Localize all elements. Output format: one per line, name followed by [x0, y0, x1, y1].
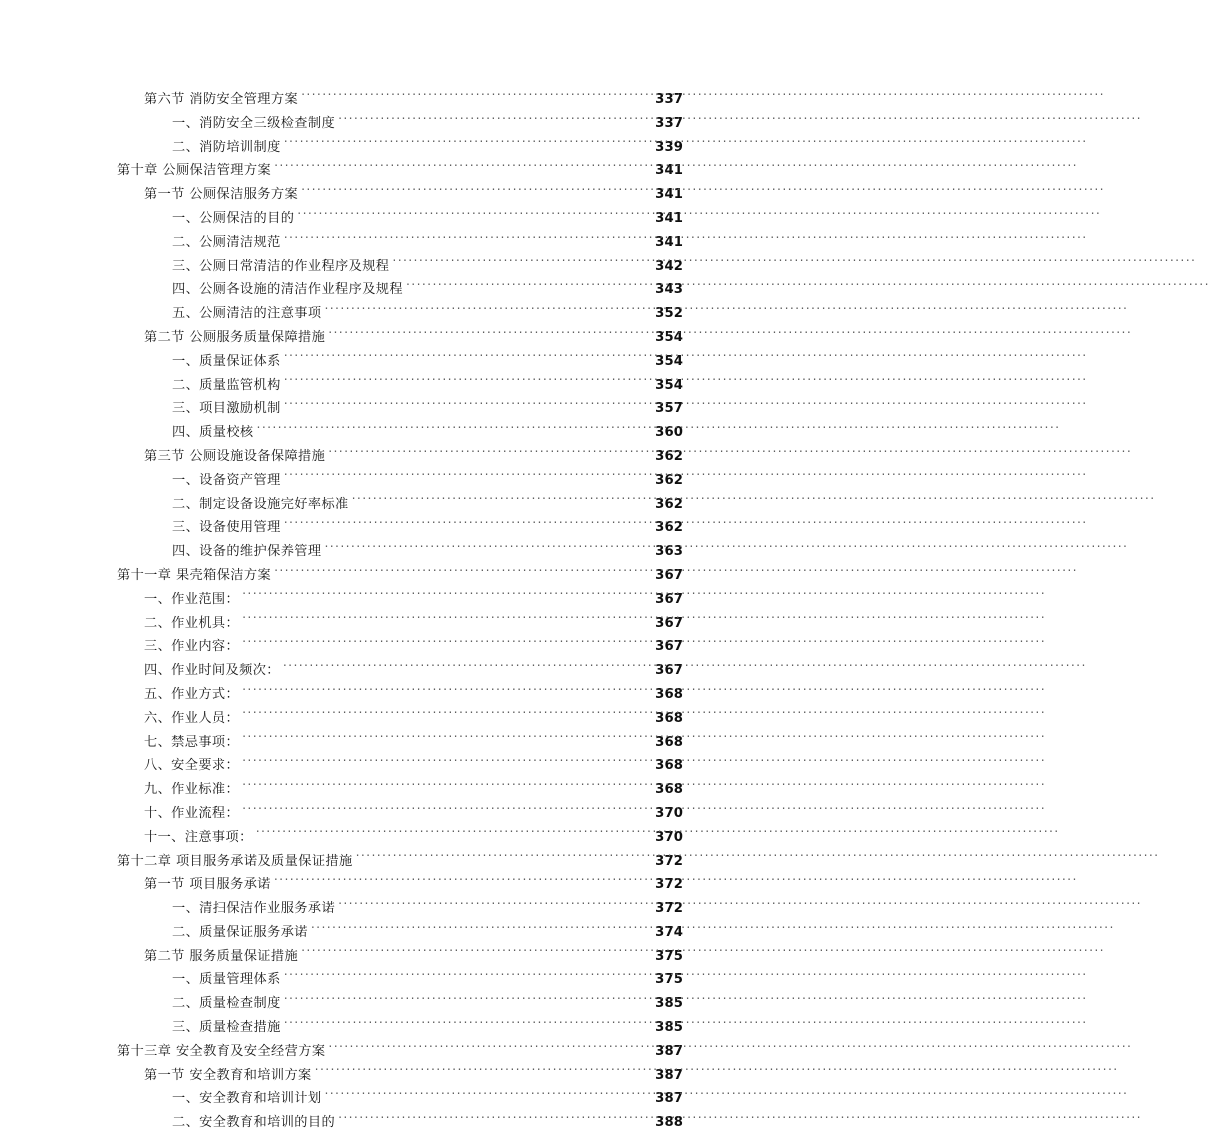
toc-page-number: 372 [655, 853, 683, 869]
toc-dot-leader [338, 114, 654, 127]
toc-page-number: 367 [655, 567, 683, 583]
toc-dot-leader [284, 518, 654, 531]
toc-dot-leader [242, 613, 654, 626]
toc-dot-leader [274, 875, 654, 888]
toc-dot-leader [352, 494, 655, 507]
toc-dot-leader [324, 304, 654, 317]
toc-entry-label: 二、制定设备设施完好率标准 [172, 496, 349, 512]
toc-page-number: 354 [655, 353, 683, 369]
toc-page-number: 367 [655, 663, 683, 679]
toc-dot-leader [242, 637, 654, 650]
toc-page-number: 342 [655, 258, 683, 274]
toc-dot-leader [284, 375, 654, 388]
toc-page-number: 341 [655, 210, 683, 226]
toc-page-number: 337 [655, 115, 683, 131]
toc-page-number: 363 [655, 544, 683, 560]
toc-page-number: 362 [655, 448, 683, 464]
toc-page-number: 341 [655, 187, 683, 203]
toc-entry-label: 三、质量检查措施 [172, 1020, 281, 1036]
toc-entry-label: 五、作业方式： [144, 686, 240, 702]
toc-entry-label: 六、作业人员： [144, 710, 240, 726]
toc-dot-leader [284, 471, 654, 484]
toc-entry-label: 七、禁忌事项： [144, 734, 240, 750]
toc-page-number: 368 [655, 710, 683, 726]
toc-entry-label: 第二节 公厕服务质量保障措施 [144, 329, 326, 345]
toc-page-number: 360 [655, 425, 683, 441]
toc-dot-leader [324, 1089, 654, 1102]
toc-page-number: 370 [655, 805, 683, 821]
toc-dot-leader [242, 780, 654, 793]
toc-dot-leader [297, 209, 654, 222]
toc-dot-leader [242, 709, 654, 722]
toc-page-number: 341 [655, 163, 683, 179]
toc-entry-label: 第十章 公厕保洁管理方案 [117, 163, 272, 179]
toc-page-number: 341 [655, 234, 683, 250]
toc-page-number: 354 [655, 377, 683, 393]
toc-entry-label: 第一节 安全教育和培训方案 [144, 1067, 312, 1083]
toc-entry-label: 一、清扫保洁作业服务承诺 [172, 901, 336, 917]
toc-page-number: 337 [655, 92, 683, 107]
toc-page-number: 385 [655, 996, 683, 1012]
toc-dot-leader [301, 947, 654, 960]
toc-dot-leader [274, 566, 654, 579]
toc-entry-label: 第三节 公厕设施设备保障措施 [144, 448, 326, 464]
toc-entry-label: 九、作业标准： [144, 782, 240, 798]
toc-page-number: 374 [655, 924, 683, 940]
toc-page-number: 372 [655, 901, 683, 917]
toc-entry-label: 第一节 公厕保洁服务方案 [144, 187, 299, 203]
toc-page-number: 368 [655, 734, 683, 750]
toc-dot-leader [242, 685, 654, 698]
toc-dot-leader [311, 923, 654, 936]
toc-page-number: 367 [655, 639, 683, 655]
toc-dot-leader [257, 423, 655, 436]
toc-dot-leader [301, 90, 654, 103]
toc-entry-label: 一、质量管理体系 [172, 972, 281, 988]
toc-entry-label: 二、质量检查制度 [172, 996, 281, 1012]
toc-dot-leader [284, 233, 654, 246]
toc-page-number: 385 [655, 1020, 683, 1036]
toc-entry-label: 二、安全教育和培训的目的 [172, 1115, 336, 1131]
toc-entry-label: 第二节 服务质量保证措施 [144, 948, 299, 964]
toc-page-number: 368 [655, 686, 683, 702]
toc-entry-label: 一、消防安全三级检查制度 [172, 115, 336, 131]
toc-page-number: 352 [655, 306, 683, 322]
toc-entry-label: 二、作业机具： [144, 615, 240, 631]
toc-entry-label: 四、公厕各设施的清洁作业程序及规程 [172, 282, 403, 298]
toc-page-number: 375 [655, 948, 683, 964]
toc-page-number: 357 [655, 401, 683, 417]
toc-dot-leader [256, 828, 654, 841]
toc-page-number: 388 [655, 1115, 683, 1131]
toc-page-number: 362 [655, 472, 683, 488]
toc-page-number: 387 [655, 1091, 683, 1107]
toc-dot-leader [406, 280, 654, 293]
toc-entry-label: 一、作业范围： [144, 591, 240, 607]
toc-page-number: 372 [655, 877, 683, 893]
toc-dot-leader [284, 994, 654, 1007]
toc-dot-leader [242, 756, 654, 769]
toc-entry-label: 第六节 消防安全管理方案 [144, 92, 299, 107]
toc-entry-label: 四、质量校核 [172, 425, 254, 441]
toc-entry-label: 四、设备的维护保养管理 [172, 544, 322, 560]
toc-entry-label: 一、安全教育和培训计划 [172, 1091, 322, 1107]
toc-dot-leader [284, 352, 654, 365]
toc-entry-label: 五、公厕清洁的注意事项 [172, 306, 322, 322]
toc-dot-leader [356, 851, 655, 864]
toc-entry-label: 二、质量监管机构 [172, 377, 281, 393]
toc-entry[interactable] [117, 1111, 683, 1135]
toc-entry-label: 一、设备资产管理 [172, 472, 281, 488]
toc-entry-label: 第十三章 安全教育及安全经营方案 [117, 1043, 326, 1059]
toc-entry-label: 二、消防培训制度 [172, 139, 281, 155]
toc-entry-label: 十一、注意事项： [144, 829, 253, 845]
toc-page-number: 339 [655, 139, 683, 155]
toc-page-number: 375 [655, 972, 683, 988]
toc-entry-label: 八、安全要求： [144, 758, 240, 774]
toc-page-number: 368 [655, 782, 683, 798]
toc-entry-label: 十、作业流程： [144, 805, 240, 821]
toc-dot-leader [242, 590, 654, 603]
toc-entry-label: 第十一章 果壳箱保洁方案 [117, 567, 272, 583]
toc-dot-leader [338, 1113, 654, 1126]
toc-entry-label: 一、公厕保洁的目的 [172, 210, 295, 226]
toc-entry-label: 三、公厕日常清洁的作业程序及规程 [172, 258, 390, 274]
toc-entry-label: 四、作业时间及频次： [144, 663, 280, 679]
toc-dot-leader [274, 161, 654, 174]
toc-dot-leader [284, 137, 654, 150]
toc-page-number: 368 [655, 758, 683, 774]
toc-dot-leader [283, 661, 654, 674]
toc-dot-leader [324, 542, 654, 555]
toc-page-number: 367 [655, 591, 683, 607]
toc-entry-label: 第十二章 项目服务承诺及质量保证措施 [117, 853, 353, 869]
toc-entry-label: 第一节 项目服务承诺 [144, 877, 271, 893]
toc-dot-leader [338, 899, 654, 912]
toc-dot-leader [328, 447, 654, 460]
toc-page-number: 370 [655, 829, 683, 845]
table-of-contents [117, 88, 683, 1135]
toc-page-number: 343 [655, 282, 683, 298]
toc-entry-label: 三、作业内容： [144, 639, 240, 655]
toc-entry-label: 三、设备使用管理 [172, 520, 281, 536]
toc-dot-leader [284, 1018, 654, 1031]
toc-dot-leader [284, 399, 654, 412]
toc-entry-label: 三、项目激励机制 [172, 401, 281, 417]
toc-page-number: 367 [655, 615, 683, 631]
toc-dot-leader [301, 185, 654, 198]
toc-dot-leader [328, 1042, 654, 1055]
toc-dot-leader [242, 804, 654, 817]
toc-page-number: 387 [655, 1067, 683, 1083]
toc-dot-leader [315, 1065, 655, 1078]
toc-dot-leader [328, 328, 654, 341]
toc-dot-leader [284, 970, 654, 983]
toc-entry-label: 一、质量保证体系 [172, 353, 281, 369]
toc-page-number: 362 [655, 520, 683, 536]
toc-dot-leader [392, 256, 654, 269]
toc-entry-label: 二、质量保证服务承诺 [172, 924, 308, 940]
toc-page-number: 354 [655, 329, 683, 345]
toc-page-number: 387 [655, 1043, 683, 1059]
toc-entry-label: 二、公厕清洁规范 [172, 234, 281, 250]
toc-page-number: 362 [655, 496, 683, 512]
toc-dot-leader [242, 732, 654, 745]
